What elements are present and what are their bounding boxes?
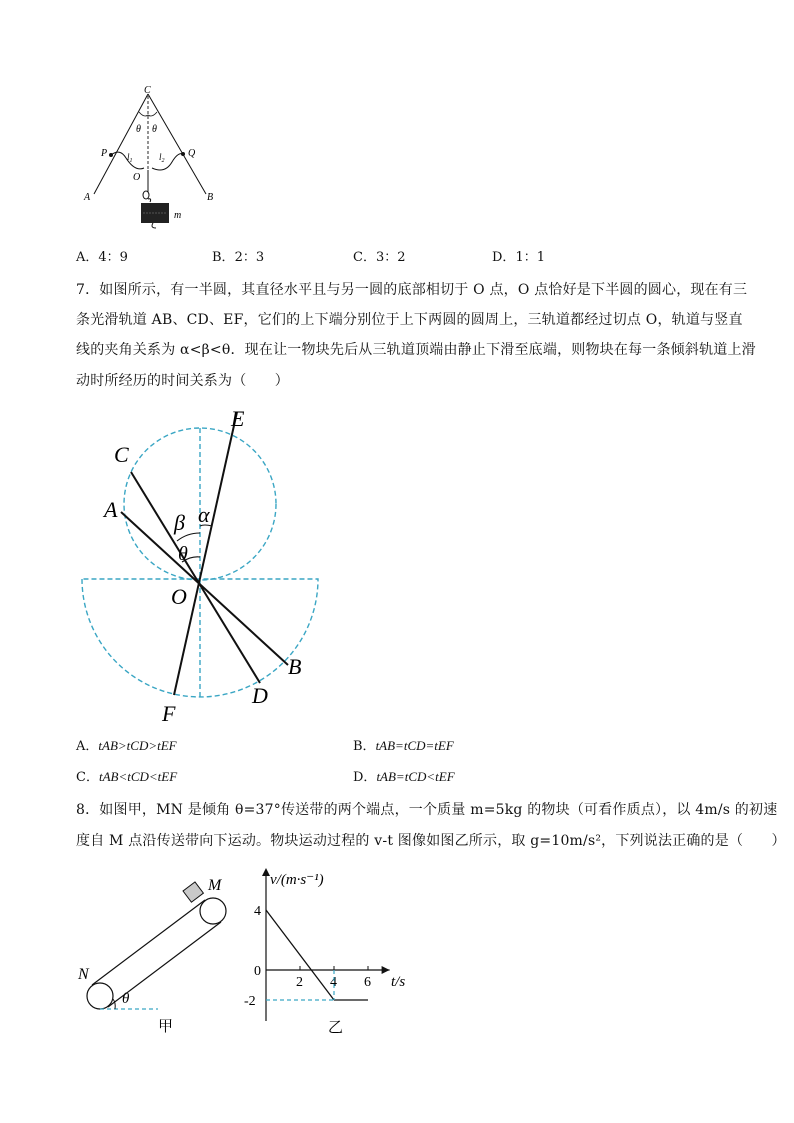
q6-option-a[interactable]: A．4：9 — [76, 250, 128, 265]
chart-ylabel: v/(m·s⁻¹) — [270, 872, 324, 888]
label-e: E — [231, 406, 245, 431]
rope-l2 — [152, 154, 183, 170]
y-tick-label: 0 — [254, 964, 261, 979]
q7-option-a[interactable]: A．tAB>tCD>tEF — [76, 738, 177, 754]
q6-option-c[interactable]: C．3：2 — [353, 250, 406, 265]
label-beta: β — [174, 510, 185, 535]
label-q: Q — [188, 148, 196, 159]
y-tick-label: 4 — [254, 904, 261, 919]
arc-theta-jia — [113, 999, 115, 1009]
q7-line-2: 条光滑轨道 AB、CD、EF，它们的上下端分别位于上下两圆的圆周上，三轨道都经过切点 O，轨道与竖直 — [76, 312, 743, 328]
chart-xlabel: t/s — [391, 974, 406, 990]
block-m — [183, 882, 203, 902]
roller-n — [87, 983, 113, 1009]
label-c7: C — [114, 442, 129, 467]
arc-right — [148, 112, 157, 116]
label-a7: A — [104, 497, 118, 522]
roller-m — [200, 898, 226, 924]
label-o7: O — [171, 584, 187, 609]
label-c: C — [144, 85, 151, 96]
label-m8: M — [208, 877, 222, 894]
q7-option-b[interactable]: B．tAB=tCD=tEF — [353, 738, 454, 754]
track-ab — [121, 512, 288, 665]
caption-yi: 乙 — [328, 1020, 344, 1036]
arc-left — [139, 112, 148, 116]
x-tick-label: 4 — [330, 975, 337, 990]
label-n8: N — [78, 966, 89, 983]
label-b7: B — [288, 654, 302, 679]
label-d7: D — [252, 683, 268, 708]
figure-yi-vt-chart — [240, 860, 425, 1040]
q8-line-1: 8．如图甲，MN 是倾角 θ=37°传送带的两个端点，一个质量 m=5kg 的物块（可看作质点），以 4m/s 的初速 — [76, 802, 778, 818]
label-o: O — [133, 172, 141, 183]
caption-jia: 甲 — [158, 1019, 174, 1035]
belt-top — [92, 900, 205, 985]
x-tick-label: 2 — [296, 975, 303, 990]
label-alpha: α — [198, 502, 210, 527]
label-theta-right: θ — [152, 124, 157, 135]
q7-line-4: 动时所经历的时间关系为（ ） — [76, 373, 289, 389]
q6-option-d[interactable]: D．1：1 — [492, 250, 545, 265]
q8-line-2: 度自 M 点沿传送带向下运动。物块运动过程的 v-t 图像如图乙所示，取 g=10m/s²，下列说法正确的是（ ） — [76, 833, 786, 849]
hook-ring — [143, 191, 149, 199]
x-tick-label: 6 — [364, 975, 371, 990]
y-axis-arrow — [262, 868, 270, 876]
q7-line-3: 线的夹角关系为 α<β<θ．现在让一物块先后从三轨道顶端由静止下滑至底端，则物块在每一条倾斜轨道上滑 — [76, 342, 756, 358]
q7-line-1: 7．如图所示，有一半圆，其直径水平且与另一圆的底部相切于 O 点，O 点恰好是下半圆的圆心，现在有三 — [76, 282, 748, 298]
y-tick-label: -2 — [244, 994, 256, 1009]
label-f7: F — [162, 701, 176, 726]
label-theta7: θ — [178, 543, 188, 565]
q7-option-c[interactable]: C．tAB<tCD<tEF — [76, 769, 178, 785]
q7-option-d[interactable]: D．tAB=tCD<tEF — [353, 769, 455, 785]
hook-top — [148, 199, 151, 202]
peg-p — [109, 153, 113, 157]
label-l1: $l_1$ — [127, 152, 133, 164]
figure-q7 — [70, 400, 340, 730]
peg-q — [181, 152, 185, 156]
label-p: P — [101, 148, 108, 159]
label-l2: $l_2$ — [159, 152, 165, 164]
label-theta-left: θ — [136, 124, 141, 135]
hook-bottom — [152, 223, 156, 228]
label-b: B — [207, 192, 214, 203]
label-m: m — [174, 210, 182, 221]
label-a: A — [84, 192, 91, 203]
figure-jia — [70, 868, 245, 1038]
label-theta8: θ — [122, 991, 130, 1007]
figure-q6 — [80, 82, 220, 232]
x-axis-arrow — [382, 966, 390, 974]
q6-option-b[interactable]: B．2：3 — [212, 250, 265, 265]
track-cd — [131, 472, 260, 683]
rod-cb — [148, 94, 206, 194]
